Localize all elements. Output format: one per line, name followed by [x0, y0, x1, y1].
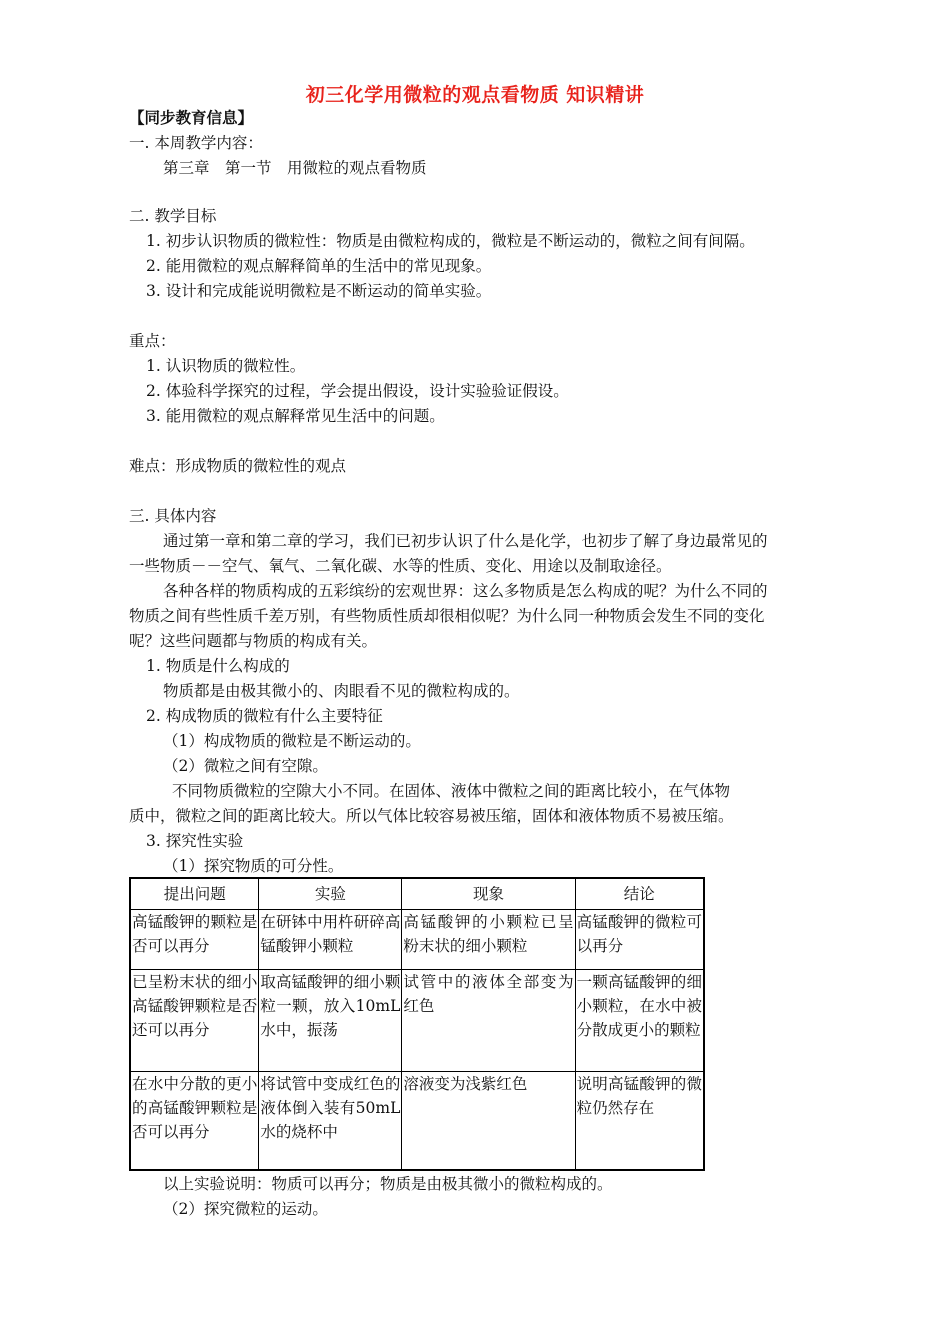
table-cell: 一颗高锰酸钾的细小颗粒，在水中被分散成更小的颗粒: [575, 970, 704, 1072]
paragraph-line: 不同物质微粒的空隙大小不同。在固体、液体中微粒之间的距离比较小，在气体物: [172, 782, 731, 800]
table-cell: 在水中分散的更小的高锰酸钾颗粒是否可以再分: [130, 1072, 259, 1170]
subsection-item: （2）探究微粒的运动。: [163, 1200, 328, 1218]
subsection-heading: 3. 探究性实验: [146, 832, 244, 850]
paragraph-line: 通过第一章和第二章的学习，我们已初步认识了什么是化学，也初步了解了身边最常见的: [163, 532, 768, 550]
experiment-table: [129, 877, 705, 1171]
table-cell: 在研钵中用杵研碎高锰酸钾小颗粒: [259, 910, 402, 970]
table-cell: 高锰酸钾的微粒可以再分: [575, 910, 704, 970]
paragraph-line: 物质之间有些性质千差万别，有些物质性质却很相似呢？为什么同一种物质会发生不同的变化: [129, 607, 765, 625]
table-header-cell: 结论: [575, 878, 704, 910]
subsection-heading: 2. 构成物质的微粒有什么主要特征: [146, 707, 383, 725]
table-cell: 高锰酸钾的小颗粒已呈粉末状的细小颗粒: [402, 910, 575, 970]
objective-item: 3. 设计和完成能说明微粒是不断运动的简单实验。: [146, 282, 492, 300]
key-point-item: 3. 能用微粒的观点解释常见生活中的问题。: [146, 407, 445, 425]
key-point-item: 1. 认识物质的微粒性。: [146, 357, 306, 375]
paragraph-line: 一些物质－－空气、氧气、二氧化碳、水等的性质、变化、用途以及制取途径。: [129, 557, 672, 575]
document-title: 初三化学用微粒的观点看物质 知识精讲: [305, 84, 645, 106]
part1-heading: 一. 本周教学内容：: [129, 134, 263, 152]
subsection-item: （1）构成物质的微粒是不断运动的。: [163, 732, 421, 750]
table-cell: 已呈粉末状的细小高锰酸钾颗粒是否还可以再分: [130, 970, 259, 1072]
table-cell: 取高锰酸钾的细小颗粒一颗，放入10mL水中，振荡: [259, 970, 402, 1072]
table-cell: 说明高锰酸钾的微粒仍然存在: [575, 1072, 704, 1170]
table-row: [130, 910, 704, 970]
objective-item: 2. 能用微粒的观点解释简单的生活中的常见现象。: [146, 257, 492, 275]
key-point-item: 2. 体验科学探究的过程，学会提出假设，设计实验验证假设。: [146, 382, 569, 400]
table-header-cell: 提出问题: [130, 878, 259, 910]
difficulty-text: 难点：形成物质的微粒性的观点: [129, 457, 347, 475]
part3-heading: 三. 具体内容: [129, 507, 217, 525]
table-row: [130, 1072, 704, 1170]
paragraph-line: 呢？这些问题都与物质的构成有关。: [129, 632, 378, 650]
table-cell: 试管中的液体全部变为红色: [402, 970, 575, 1072]
subsection-heading: 1. 物质是什么构成的: [146, 657, 290, 675]
part2-heading: 二. 教学目标: [129, 207, 217, 225]
objective-item: 1. 初步认识物质的微粒性：物质是由微粒构成的，微粒是不断运动的，微粒之间有间隔。: [146, 232, 755, 250]
key-points-heading: 重点：: [129, 332, 176, 350]
paragraph-line: 质中，微粒之间的距离比较大。所以气体比较容易被压缩，固体和液体物质不易被压缩。: [129, 807, 734, 825]
table-cell: 高锰酸钾的颗粒是否可以再分: [130, 910, 259, 970]
table-row: [130, 970, 704, 1072]
subsection-item: （1）探究物质的可分性。: [163, 857, 344, 875]
paragraph-line: 各种各样的物质构成的五彩缤纷的宏观世界：这么多物质是怎么构成的呢？为什么不同的: [163, 582, 768, 600]
table-cell: 溶液变为浅紫红色: [402, 1072, 575, 1170]
part1-content: 第三章 第一节 用微粒的观点看物质: [163, 159, 427, 177]
subsection-item: （2）微粒之间有空隙。: [163, 757, 328, 775]
table-header-cell: 实验: [259, 878, 402, 910]
table-header-row: [130, 878, 704, 910]
table-cell: 将试管中变成红色的液体倒入装有50mL水的烧杯中: [259, 1072, 402, 1170]
subsection-text: 物质都是由极其微小的、肉眼看不见的微粒构成的。: [163, 682, 520, 700]
table-conclusion: 以上实验说明：物质可以再分；物质是由极其微小的微粒构成的。: [163, 1175, 613, 1193]
table-header-cell: 现象: [402, 878, 575, 910]
section-header: 【同步教育信息】: [129, 109, 254, 127]
